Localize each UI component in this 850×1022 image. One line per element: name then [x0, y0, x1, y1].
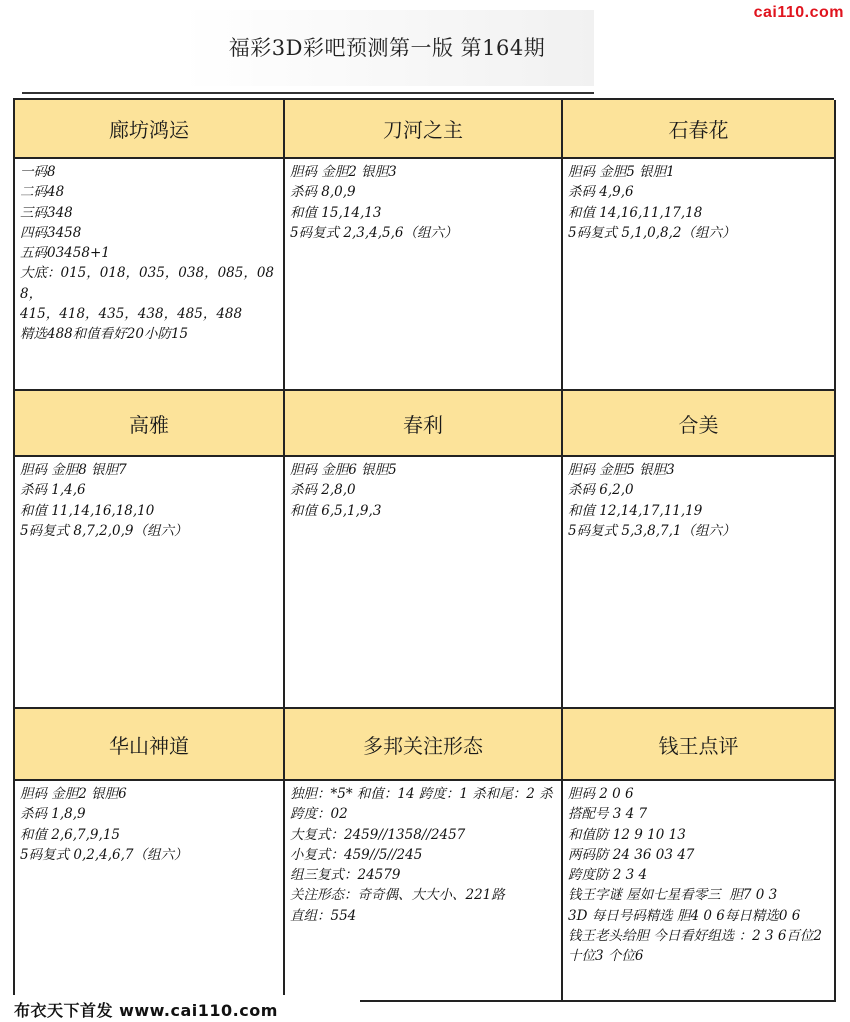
prediction-line: 胆码 金胆5 银胆3 [568, 462, 675, 478]
prediction-line: 5码复式 8,7,2,0,9（组六） [20, 522, 188, 539]
prediction-line: 跨度防 2 3 4 [568, 867, 648, 884]
prediction-line: 独胆：*5* 和值：14 跨度：1 杀和尾：2 杀跨度：02 [290, 786, 553, 823]
prediction-line: 二码48 [20, 184, 65, 201]
cell-header: 刀河之主 [285, 100, 563, 159]
prediction-line: 和值 15,14,13 [290, 204, 382, 221]
prediction-line: 5码复式 2,3,4,5,6（组六） [290, 224, 458, 241]
prediction-line: 和值 14,16,11,17,18 [568, 204, 703, 221]
cell-header: 多邦关注形态 [285, 709, 563, 781]
prediction-line: 胆码 金胆5 银胆1 [568, 164, 675, 180]
prediction-line: 胆码 金胆8 银胆7 [20, 462, 127, 478]
cell-body [563, 457, 836, 709]
prediction-line: 杀码 1,8,9 [20, 806, 86, 823]
prediction-line: 和值 2,6,7,9,15 [20, 826, 120, 843]
prediction-line: 大复式：2459//1358//2457 [290, 826, 466, 843]
prediction-line: 大底：015，018，035，038，085，088， [20, 265, 275, 302]
prediction-line: 小复式：459//5//245 [290, 846, 423, 863]
prediction-line: 杀码 8,0,9 [290, 184, 356, 201]
prediction-line: 杀码 4,9,6 [568, 184, 634, 201]
cell-body [285, 159, 563, 391]
cell-header: 钱王点评 [563, 709, 836, 781]
cell-header: 春利 [285, 391, 563, 457]
prediction-line: 胆码 金胆2 银胆3 [290, 164, 397, 180]
prediction-line: 和值 12,14,17,11,19 [568, 502, 703, 519]
cell-header: 石春花 [563, 100, 836, 159]
cell-header: 华山神道 [15, 709, 285, 781]
cell-header: 合美 [563, 391, 836, 457]
prediction-line: 5码复式 0,2,4,6,7（组六） [20, 846, 188, 863]
cell-body [15, 457, 285, 709]
prediction-line: 和值 11,14,16,18,10 [20, 502, 155, 519]
prediction-line: 5码复式 5,3,8,7,1（组六） [568, 522, 736, 539]
cell-body [563, 159, 836, 391]
prediction-line: 杀码 6,2,0 [568, 482, 634, 499]
prediction-line: 关注形态：奇奇偶、大大小、221路 [290, 887, 505, 904]
cell-body [15, 159, 285, 391]
cell-body [563, 781, 836, 1002]
site-logo[interactable]: cai110.com [753, 4, 844, 21]
cell-body [15, 781, 285, 1002]
prediction-line: 胆码 金胆6 银胆5 [290, 462, 397, 478]
prediction-line: 一码8 [20, 164, 56, 180]
footer-watermark: 布衣天下首发 www.cai110.com [14, 1001, 278, 1020]
prediction-line: 精选488和值看好20小防15 [20, 326, 189, 343]
prediction-line: 钱王字谜 屋如七星看零三 胆7 0 3 [568, 887, 778, 904]
prediction-line: 杀码 1,4,6 [20, 482, 86, 499]
prediction-line: 杀码 2,8,0 [290, 482, 356, 499]
page-title: 福彩3D彩吧预测第一版 第164期 [228, 36, 546, 60]
prediction-line: 直组：554 [290, 907, 357, 924]
prediction-line: 五码03458+1 [20, 245, 110, 262]
prediction-line: 四码3458 [20, 224, 82, 241]
prediction-line: 两码防 24 36 03 47 [568, 846, 695, 863]
prediction-line: 和值防 12 9 10 13 [568, 826, 686, 843]
prediction-line: 3D 每日号码精选 胆4 0 6每日精选0 6 [568, 907, 801, 924]
prediction-line: 415，418，435，438，485，488 [20, 306, 243, 323]
title-divider [22, 92, 594, 94]
prediction-line: 和值 6,5,1,9,3 [290, 502, 382, 519]
cell-body [285, 781, 563, 1002]
prediction-line: 钱王老头给胆 今日看好组选 ：2 3 6百位2 十位3 个位6 [568, 928, 827, 965]
prediction-line: 三码348 [20, 204, 73, 221]
prediction-line: 胆码 金胆2 银胆6 [20, 786, 127, 802]
cell-header: 高雅 [15, 391, 285, 457]
forecast-grid [13, 98, 834, 1002]
cell-body [285, 457, 563, 709]
prediction-line: 5码复式 5,1,0,8,2（组六） [568, 224, 736, 241]
prediction-line: 搭配号 3 4 7 [568, 806, 648, 823]
prediction-line: 胆码 2 0 6 [568, 786, 634, 802]
prediction-line: 组三复式：24579 [290, 867, 401, 884]
cell-header: 廊坊鸿运 [15, 100, 285, 159]
